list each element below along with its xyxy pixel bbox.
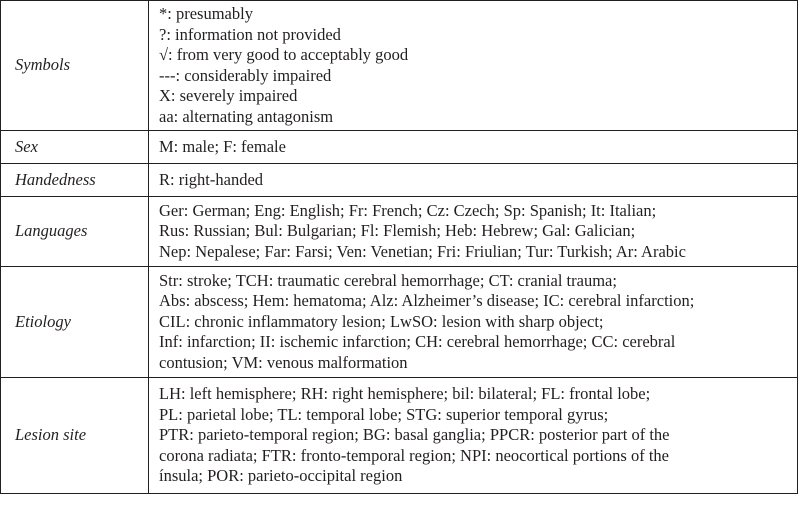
definition-languages [149,197,798,267]
definition-line: ínsula; POR: parieto-occipital region [159,466,403,486]
term-etiology: Etiology [1,267,149,378]
definition-line: Ger: German; Eng: English; Fr: French; Cz: Czech; Sp: Spanish; It: Italian; [159,200,657,220]
definition-line: *: presumably [159,4,253,23]
definition-sex [149,131,798,164]
definition-line: corona radiata; FTR: fronto-temporal region; NPI: neocortical portions of the [159,445,669,465]
definition-lesion-site [149,378,798,494]
definition-line: Str: stroke; TCH: traumatic cerebral hemorrhage; CT: cranial trauma; [159,270,617,290]
term-sex: Sex [1,131,149,164]
table-row-etiology [1,267,798,378]
definition-line: Inf: infarction; II: ischemic infarction; CH: cerebral hemorrhage; CC: cerebral [159,332,676,352]
table-row-lesion-site [1,378,798,494]
definition-line: M: male; F: female [159,136,286,156]
table-row-symbols [1,1,798,131]
definition-etiology [149,267,798,378]
definition-line: LH: left hemisphere; RH: right hemisphere; bil: bilateral; FL: frontal lobe; [159,384,651,404]
definition-line: PTR: parieto-temporal region; BG: basal ganglia; PPCR: posterior part of the [159,425,670,445]
term-languages: Languages [1,197,149,267]
definition-line: R: right-handed [159,169,264,189]
definition-line: contusion; VM: venous malformation [159,352,408,372]
definition-symbols [149,1,798,131]
definition-line: Nep: Nepalese; Far: Farsi; Ven: Venetian; Fri: Friulian; Tur: Turkish; Ar: Arabic [159,241,686,261]
term-symbols: Symbols [1,1,149,131]
definition-line: √: from very good to acceptably good [159,45,409,64]
definition-line: X: severely impaired [159,86,298,105]
definition-line: Rus: Russian; Bul: Bulgarian; Fl: Flemish; Heb: Hebrew; Gal: Galician; [159,221,636,241]
definition-line: PL: parietal lobe; TL: temporal lobe; STG: superior temporal gyrus; [159,404,609,424]
definition-line: aa: alternating antagonism [159,106,334,126]
term-handedness: Handedness [1,164,149,197]
definition-line: CIL: chronic inflammatory lesion; LwSO: lesion with sharp object; [159,311,604,331]
definition-line: ---: considerably impaired [159,65,332,85]
table-row-handedness [1,164,798,197]
table-row-languages [1,197,798,267]
definition-handedness [149,164,798,197]
definition-line: ?: information not provided [159,24,341,44]
term-lesion-site: Lesion site [1,378,149,494]
definition-line: Abs: abscess; Hem: hematoma; Alz: Alzheimer’s disease; IC: cerebral infarction; [159,291,695,311]
table-row-sex [1,131,798,164]
